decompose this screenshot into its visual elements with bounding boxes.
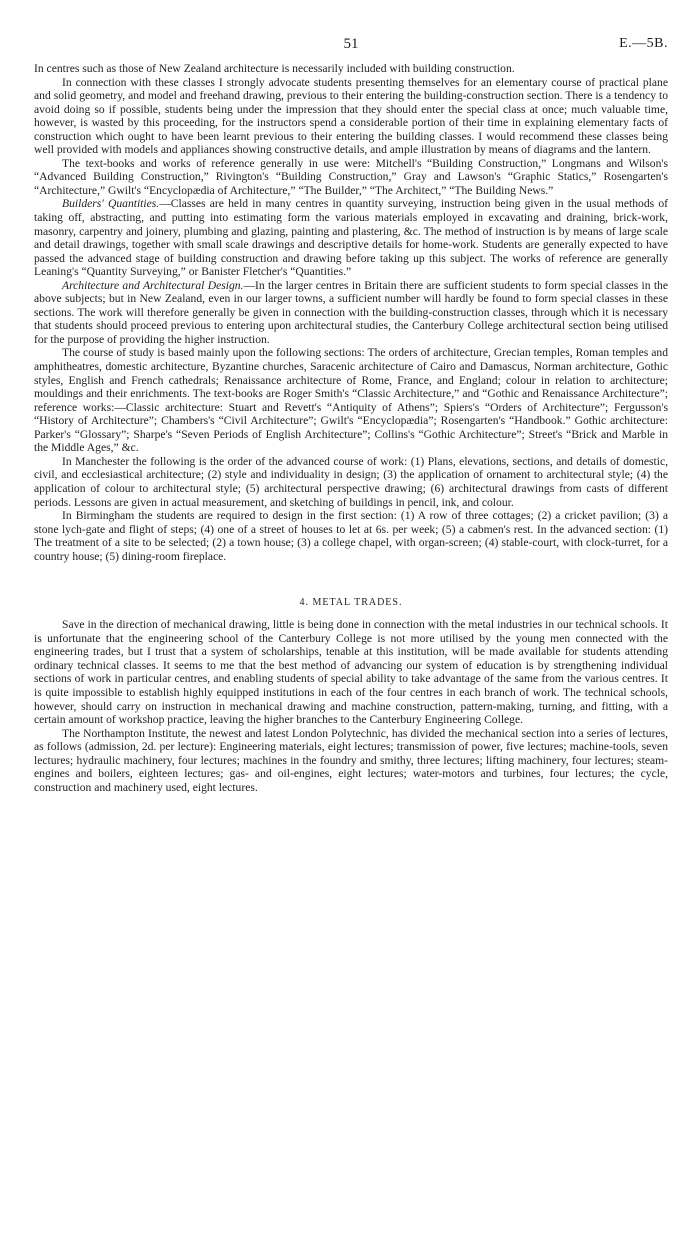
document-reference: E.—5B. <box>619 36 668 51</box>
page-header <box>34 36 668 62</box>
paragraph-lead: Architecture and Architectural Design. <box>62 278 244 292</box>
paragraph: The text-books and works of reference generally in use were: Mitchell's “Building Construction,” Longmans and Wilson's “Advanced Building Construction,” Rivington's “Building Construction,” Gray and Lawson's “Graphic Statics,” Rosengarten's “Architecture,” Gwilt's “Encyclopædia of Architecture,” “The Builder,” “The Architect,” “The Building News.” <box>34 156 668 197</box>
section-heading: 4. METAL TRADES. <box>299 597 403 609</box>
document-page <box>34 36 668 794</box>
paragraph: The Northampton Institute, the newest and latest London Polytechnic, has divided the mechanical section into a series of lectures, as follows (admission, 2d. per lecture): Engineering materials, eight lectures; transmission of power, five lectures; machine-tools, seven lectures; hydraulic machinery, four lectures; machines in the foundry and smithy, three lectures; lifting machinery, four lectures; steam-engines and boilers, eighteen lectures; gas- and oil-engines, eight lectures; water-motors and turbines, four lectures; the cycle, construction and machinery used, eight lectures. <box>34 726 668 794</box>
paragraph: The course of study is based mainly upon the following sections: The orders of architecture, Grecian temples, Roman temples and amphitheatres, domestic architecture, Byzantine churches, Saracenic architecture of Cairo and Damascus, Norman architecture, Gothic styles, English and French cathedrals; Renaissance architecture of Rome, France, and England; colour in relation to architecture; mouldings and their enrichments. The text-books are Roger Smith's “Classic Architecture,” and “Gothic and Renaissance Architecture”; reference works:—Classic architecture: Stuart and Revett's “Antiquity of Athens”; Spiers's “Orders of Architecture”; Fergusson's “History of Architecture”; Chambers's “Civil Architecture”; Gwilt's “Encyclopædia”; Rosengarten's “Handbook.” Gothic architecture: Parker's “Glossary”; Sharpe's “Seven Periods of English Architecture”; Collins's “Gothic Architecture”; Street's “Brick and Marble in the Middle Ages,” &c. <box>34 346 668 455</box>
paragraph-body: —Classes are held in many centres in quantity surveying, instruction being given in the usual methods of taking off, abstracting, and putting into estimating form the various materials employed in excavating and draining, brick-work, masonry, carpentry and joinery, plumbing and glazing, painting and plastering, &c. The method of instruction is by means of large scale and detail drawings, together with small scale drawings and descriptive details for home-work. Students are generally expected to have passed the advanced stage of building construction and drawing before taking up this subject. The works of reference are generally Leaning's “Quantity Surveying,” or Banister Fletcher's “Quantities.” <box>34 197 668 279</box>
paragraph-architectural-design <box>34 279 668 347</box>
section-metal-trades-text <box>34 618 668 794</box>
page-number: 51 <box>343 36 359 52</box>
paragraph-builders-quantities <box>34 197 668 278</box>
paragraph: In centres such as those of New Zealand architecture is necessarily included with building construction. <box>34 62 515 75</box>
section-architecture-text <box>34 62 668 563</box>
paragraph: In Birmingham the students are required to design in the first section: (1) A row of three cottages; (2) a cricket pavilion; (3) a stone lych-gate and flight of steps; (4) one of a street of houses to let at 6s. per week; (5) a cabmen's rest. In the advanced section: (1) The treatment of a site to be selected; (2) a town house; (3) a college chapel, with organ-screen; (4) stable-court, with clock-turret, for a country house; (5) dining-room fireplace. <box>34 509 668 563</box>
paragraph: Save in the direction of mechanical drawing, little is being done in connection with the metal industries in our technical schools. It is unfortunate that the engineering school of the Canterbury College is not more utilised by the young men connected with the engineering trades, but I trust that a system of scholarships, tenable at this institution, will be made available for students attending ordinary technical classes. It seems to me that the best method of advancing our system of education is by strengthening individual sections of work in particular centres, and enabling students of special ability to take advantage of the same from the various centres. It is quite impossible to establish highly equipped institutions in each of the four centres in each branch of work. The technical schools, however, should carry on instruction in mechanical drawing and machine construction, pattern-making, turning, and fitting, with a certain amount of workshop practice, leaving the higher branches to the Canterbury Engineering College. <box>34 618 668 727</box>
paragraph-lead: Builders' Quantities. <box>62 197 160 211</box>
paragraph: In connection with these classes I strongly advocate students presenting themselves for an elementary course of practical plane and solid geometry, and model and freehand drawing, previous to their entering the building-construction section. There is a tendency to avoid doing so if possible, students being under the impression that they should enter the special class at once; much valuable time, however, is wasted by this proceeding, for the instructors spend a considerable portion of their time in explaining elementary facts of construction which ought to have been learnt previous to their entering the building classes. I would recommend these classes being well provided with models and appliances showing constructive details, and ample illustration by means of diagrams and the lantern. <box>34 75 668 157</box>
paragraph-body: —In the larger centres in Britain there are sufficient students to form special classes in the above subjects; but in New Zealand, even in our larger towns, a sufficient number will hardly be found to form special classes in these sections. The work will therefore generally be given in connection with the building-construction classes, through which it is necessary that students should proceed previous to entering upon architectural studies, the Canterbury College architectural section being utilised for the purpose of providing the higher instruction. <box>34 278 669 346</box>
paragraph: In Manchester the following is the order of the advanced course of work: (1) Plans, elevations, sections, and details of domestic, civil, and ecclesiastical architecture; (2) style and individuality in design; (3) the application of ornament to architectural style; (4) the application of colour to architectural style; (5) architectural perspective drawing; (6) architectural drawings from casts of different periods. Lessons are given in actual measurement, and sketching of buildings in pencil, ink, and colour. <box>34 454 668 509</box>
